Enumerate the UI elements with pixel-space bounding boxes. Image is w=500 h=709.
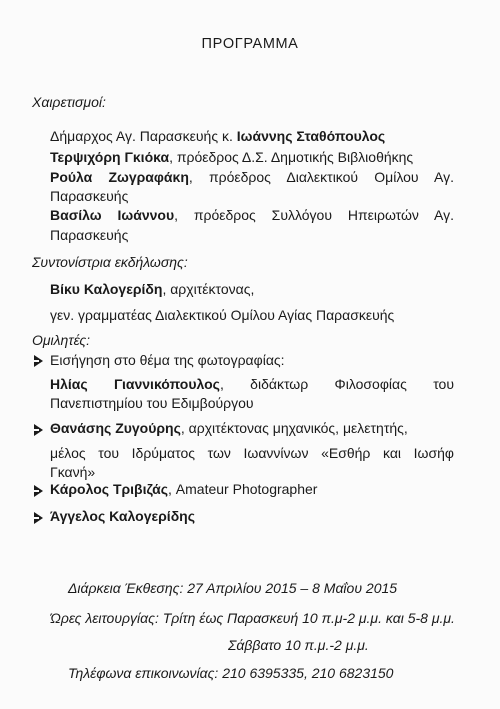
greeting-name: Τερψιχόρη Γκιόκα	[50, 149, 170, 165]
bullet-arrow-icon	[34, 424, 43, 436]
speaker-intro: Εισήγηση στο θέμα της φωτογραφίας:	[50, 352, 285, 368]
greeting-text: , πρόεδρος Δ.Σ. Δημοτικής Βιβλιοθήκης	[169, 149, 414, 165]
greeting-continuation: Παρασκευής	[50, 188, 129, 204]
opening-hours: Ώρες λειτουργίας: Τρίτη έως Παρασκευή 10 π.μ-2 μ.μ. και 5-8 μ.μ.	[50, 610, 455, 626]
speaker-continuation: Πανεπιστημίου του Εδιμβούργου	[50, 395, 254, 411]
greeting-name: Ρούλα Ζωγραφάκη	[50, 169, 189, 185]
greeting-text: , πρόεδρος Διαλεκτικού Ομίλου Αγ.	[188, 169, 455, 185]
speaker-name: Κάρολος Τριβιζάς	[50, 481, 169, 497]
speaker-text: , διδάκτωρ Φιλοσοφίας του	[219, 376, 454, 392]
greeting-name: Βασίλω Ιωάννου	[50, 207, 175, 223]
greeting-name: Ιωάννης Σταθόπουλος	[236, 128, 386, 144]
coordinator-text: , αρχιτέκτονας,	[162, 281, 255, 297]
coordinator-heading: Συντονίστρια εκδήλωσης:	[32, 254, 188, 270]
greeting-line-dialect	[50, 169, 454, 186]
bullet-arrow-icon	[34, 512, 43, 524]
speaker-text: , Amateur Photographer	[168, 481, 318, 497]
greeting-text: Δήμαρχος Αγ. Παρασκευής κ.	[50, 128, 237, 144]
coordinator-role: γεν. γραμματέας Διαλεκτικού Ομίλου Αγίας Παρασκευής	[50, 307, 395, 323]
page-title: ΠΡΟΓΡΑΜΜΑ	[201, 36, 299, 52]
speakers-heading: Ομιλητές:	[32, 332, 91, 348]
coordinator-name: Βίκυ Καλογερίδη	[50, 281, 163, 297]
speaker-name: Άγγελος Καλογερίδης	[50, 508, 196, 524]
greeting-line-library	[50, 149, 413, 166]
speaker-line	[50, 376, 454, 393]
speaker-line	[50, 420, 408, 437]
speaker-continuation: Γκανή»	[50, 464, 96, 480]
greetings-heading: Χαιρετισμοί:	[32, 94, 106, 110]
speaker-text: , αρχιτέκτονας μηχανικός, μελετητής,	[180, 420, 408, 436]
bullet-arrow-icon	[34, 485, 43, 497]
contact-phones: Τηλέφωνα επικοινωνίας: 210 6395335, 210 6823150	[68, 665, 394, 681]
coordinator-line	[50, 281, 254, 298]
greeting-continuation: Παρασκευής	[50, 227, 129, 243]
greeting-text: , πρόεδρος Συλλόγου Ηπειρωτών Αγ.	[174, 207, 455, 223]
greeting-line-mayor	[50, 128, 385, 145]
speaker-name: Θανάσης Ζυγούρης	[50, 420, 181, 436]
greeting-line-epirus	[50, 207, 454, 224]
speaker-name: Ηλίας Γιαννικόπουλος	[50, 376, 220, 392]
speaker-line	[50, 481, 317, 498]
opening-hours-saturday: Σάββατο 10 π.μ.-2 μ.μ.	[228, 637, 369, 653]
exhibition-duration: Διάρκεια Έκθεσης: 27 Απριλίου 2015 – 8 Μαΐου 2015	[68, 580, 398, 596]
bullet-arrow-icon	[34, 355, 43, 367]
speaker-continuation: μέλος του Ιδρύματος των Ιωαννίνων «Εσθήρ και Ιωσήφ	[50, 445, 454, 461]
